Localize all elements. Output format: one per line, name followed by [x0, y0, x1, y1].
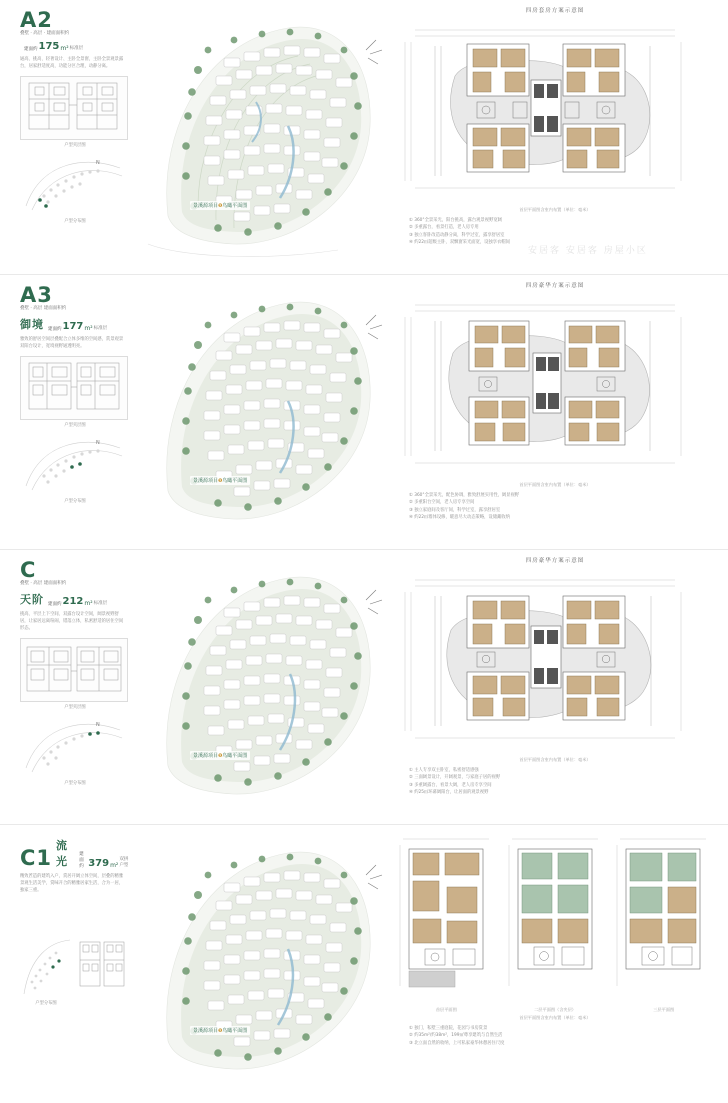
section-a2: [0, 0, 728, 275]
area-label: 建面约: [48, 326, 62, 332]
area-label: 建面约: [48, 601, 62, 607]
tech-title: 四房豪华方案示意图: [525, 283, 585, 289]
aerial-render: [138, 831, 383, 1091]
tagline: 叠墅 · 高层 · 建面面积约: [20, 31, 70, 36]
area-note: 双拼户型: [119, 857, 129, 868]
floor-plan-drawing: [395, 566, 695, 751]
site-distribution-map: [20, 154, 126, 216]
area-value: 175: [38, 40, 60, 52]
tech-note: ① 360°全景采光，阳台挑高，露台观景视野宽阔: [409, 218, 502, 223]
type-code: C1: [20, 846, 53, 870]
area-value: 177: [62, 320, 84, 332]
type-code: C: [20, 558, 37, 582]
section-c: [0, 550, 728, 825]
tech-note: ② 三面阔景设计，开阔观景，与家庭子居的视野: [409, 775, 501, 781]
tech-notes: [395, 767, 715, 796]
info-column: [20, 835, 130, 1006]
tech-note: ③ 北立面自然的收纳，上可私家豪华休憩居住尺度: [409, 1040, 505, 1046]
area-note: 标准层: [93, 600, 108, 606]
unit-plan-floor1: [395, 831, 498, 1013]
unit-plan-floor2: [504, 831, 607, 1013]
svg-text:N: N: [96, 721, 100, 728]
tech-subcaption: 首层平面图含室内布置（单位：毫米）: [519, 1015, 591, 1020]
render-tag: 景溪源项目❶鸟瞰平面图: [190, 751, 250, 760]
render-tag: 景溪源项目❶鸟瞰平面图: [190, 201, 250, 210]
unit-caption: 首层平面图: [435, 1007, 457, 1012]
tech-note: ③ 独立家庭间及客厅间，科学过室，露享舒居室: [409, 507, 501, 513]
technical-drawing: [395, 556, 715, 818]
tech-note: ④ 约25㎡环幕阔阳台，让居面的观景视野: [409, 789, 489, 795]
name-line: [20, 837, 130, 869]
site-distribution-map: [20, 716, 126, 778]
area-label: 建面约: [79, 852, 84, 869]
render-tag: 景溪源项目❶鸟瞰平面图: [190, 476, 250, 485]
cn-name: 天阶: [20, 592, 44, 606]
mini-floor-plan: [76, 936, 128, 1006]
aerial-render: [138, 281, 383, 541]
info-column: [20, 285, 130, 504]
info-column: [20, 10, 130, 224]
tech-note: ① 主人专享双主卧室，私密舒适感强: [409, 768, 479, 773]
plan-caption: 户型夹层图: [64, 422, 86, 428]
site-distribution-map: [20, 936, 72, 1006]
tech-note: ① 360°全景采光，配色协调，雅致舒展实用性，阔显视野: [409, 493, 520, 498]
area-unit: m²: [84, 324, 93, 332]
tech-note: ③ 独立客卧改造动静分离，科学过室，露享舒居室: [409, 232, 505, 238]
tech-note: ② 多重露台，看景打造，老人房专用: [409, 225, 479, 231]
unit-plan-floor3: [612, 831, 715, 1013]
area-unit: m²: [60, 44, 69, 52]
site-caption: 户型分布图: [64, 498, 86, 504]
area-unit: m²: [84, 599, 93, 607]
tech-note: ③ 多重阔露台，看景大阔，老人房专享空间: [409, 782, 492, 788]
area-unit: m²: [110, 862, 119, 869]
tech-note: ② 约35m²/约38m²，199㎡尊享建筑与自然生活: [409, 1033, 503, 1039]
tagline: 叠墅 · 高层 建面面积约: [20, 306, 67, 311]
plan-caption: 户型夹层图: [64, 142, 86, 148]
mini-floor-plan: [20, 76, 128, 140]
tech-note: ① 独门、私墅三重庭院，花园与书房赏景: [409, 1026, 488, 1031]
area-note: 标准层: [69, 45, 84, 51]
area-value: 212: [62, 595, 84, 607]
plan-row: [20, 936, 130, 1006]
aerial-render: [138, 556, 383, 816]
unit-caption: 三层平面图: [653, 1007, 675, 1012]
area-label: 建面约: [24, 46, 38, 52]
svg-text:N: N: [96, 439, 100, 446]
site-distribution-map: [20, 434, 126, 496]
watermark: 安居客 安居客 房屋小区: [528, 246, 648, 256]
site-caption: 户型分布图: [64, 780, 86, 786]
type-code: A3: [20, 283, 53, 307]
site-caption: 户型分布图: [35, 1001, 57, 1007]
section-a3: [0, 275, 728, 550]
aerial-render: [138, 6, 383, 266]
area-block: [48, 321, 107, 332]
name-line: [20, 41, 130, 52]
tech-title: 四房豪华方案示意图: [525, 558, 585, 564]
mini-floor-plan: [20, 356, 128, 420]
area-block: [24, 41, 83, 52]
description: 雅致的舒居空间层叠配合立体多维的空间感，赏景观景双阳台设计，宽境视野通透明亮。: [20, 336, 124, 349]
area-value: 379: [88, 858, 110, 869]
section-c1: [0, 825, 728, 1100]
technical-drawing: [395, 281, 715, 543]
cn-name: 御境: [20, 317, 44, 331]
tech-note: ④ 约22㎡超级主卧，双飘窗采光面宽，设独享衣帽间: [409, 239, 510, 245]
area-block: [48, 596, 107, 607]
triple-plan-row: [395, 831, 715, 1013]
svg-text:N: N: [96, 159, 100, 166]
name-line: [20, 591, 130, 607]
site-caption: 户型分布图: [64, 218, 86, 224]
tech-note: ② 多重阳台空间，老人房专享空间: [409, 500, 475, 506]
cn-name: 流光: [56, 839, 69, 868]
tech-notes: [395, 217, 715, 246]
mini-floor-plan: [20, 638, 128, 702]
area-note: 标准层: [93, 325, 108, 331]
tech-subcaption: 首层平面图含室内布置（单位：毫米）: [519, 482, 591, 487]
tech-notes: [395, 492, 715, 521]
floor-plan-drawing: [395, 291, 695, 476]
info-column: [20, 560, 130, 786]
tech-title: 四房套房方案示意图: [525, 8, 585, 14]
tech-subcaption: 首层平面图含室内布置（单位：毫米）: [519, 757, 591, 762]
type-code: A2: [20, 8, 53, 32]
tech-note: ④ 约22㎡墙体设修，暖意尽大动态策略，设储藏收纳: [409, 514, 510, 520]
description: 精致匠造的建筑入户，赏居开阔立体空间，层叠的精雅景观生活美学，赏味开合的精雅居家生活，合为一居，独家三重。: [20, 874, 124, 894]
floor-plan-drawing: [395, 16, 695, 201]
technical-drawing: [395, 831, 715, 1093]
unit-caption: 二层平面图（含夹层）: [534, 1007, 576, 1012]
area-block: [79, 851, 130, 869]
technical-drawing: [395, 6, 715, 268]
render-tag: 景溪源项目❶鸟瞰平面图: [190, 1026, 250, 1035]
name-line: [20, 316, 130, 332]
tech-subcaption: 首层平面图含室内布置（单位：毫米）: [519, 207, 591, 212]
tagline: 叠墅 · 高层 建面面积约: [20, 581, 67, 586]
plan-caption: 户型夹层图: [64, 704, 86, 710]
description: 通高、挑高、轻奢设计、主卧全景窗，主卧全景观景露台，居家舒适度高，功能分区合理，动静分离。: [20, 56, 124, 69]
tech-notes: [395, 1025, 715, 1047]
description: 挑高、平层上下空间、双露台设计空间，阔景视野舒居，让家居远离喧闹，错落立体，私密舒适的居住空间形态。: [20, 611, 124, 631]
